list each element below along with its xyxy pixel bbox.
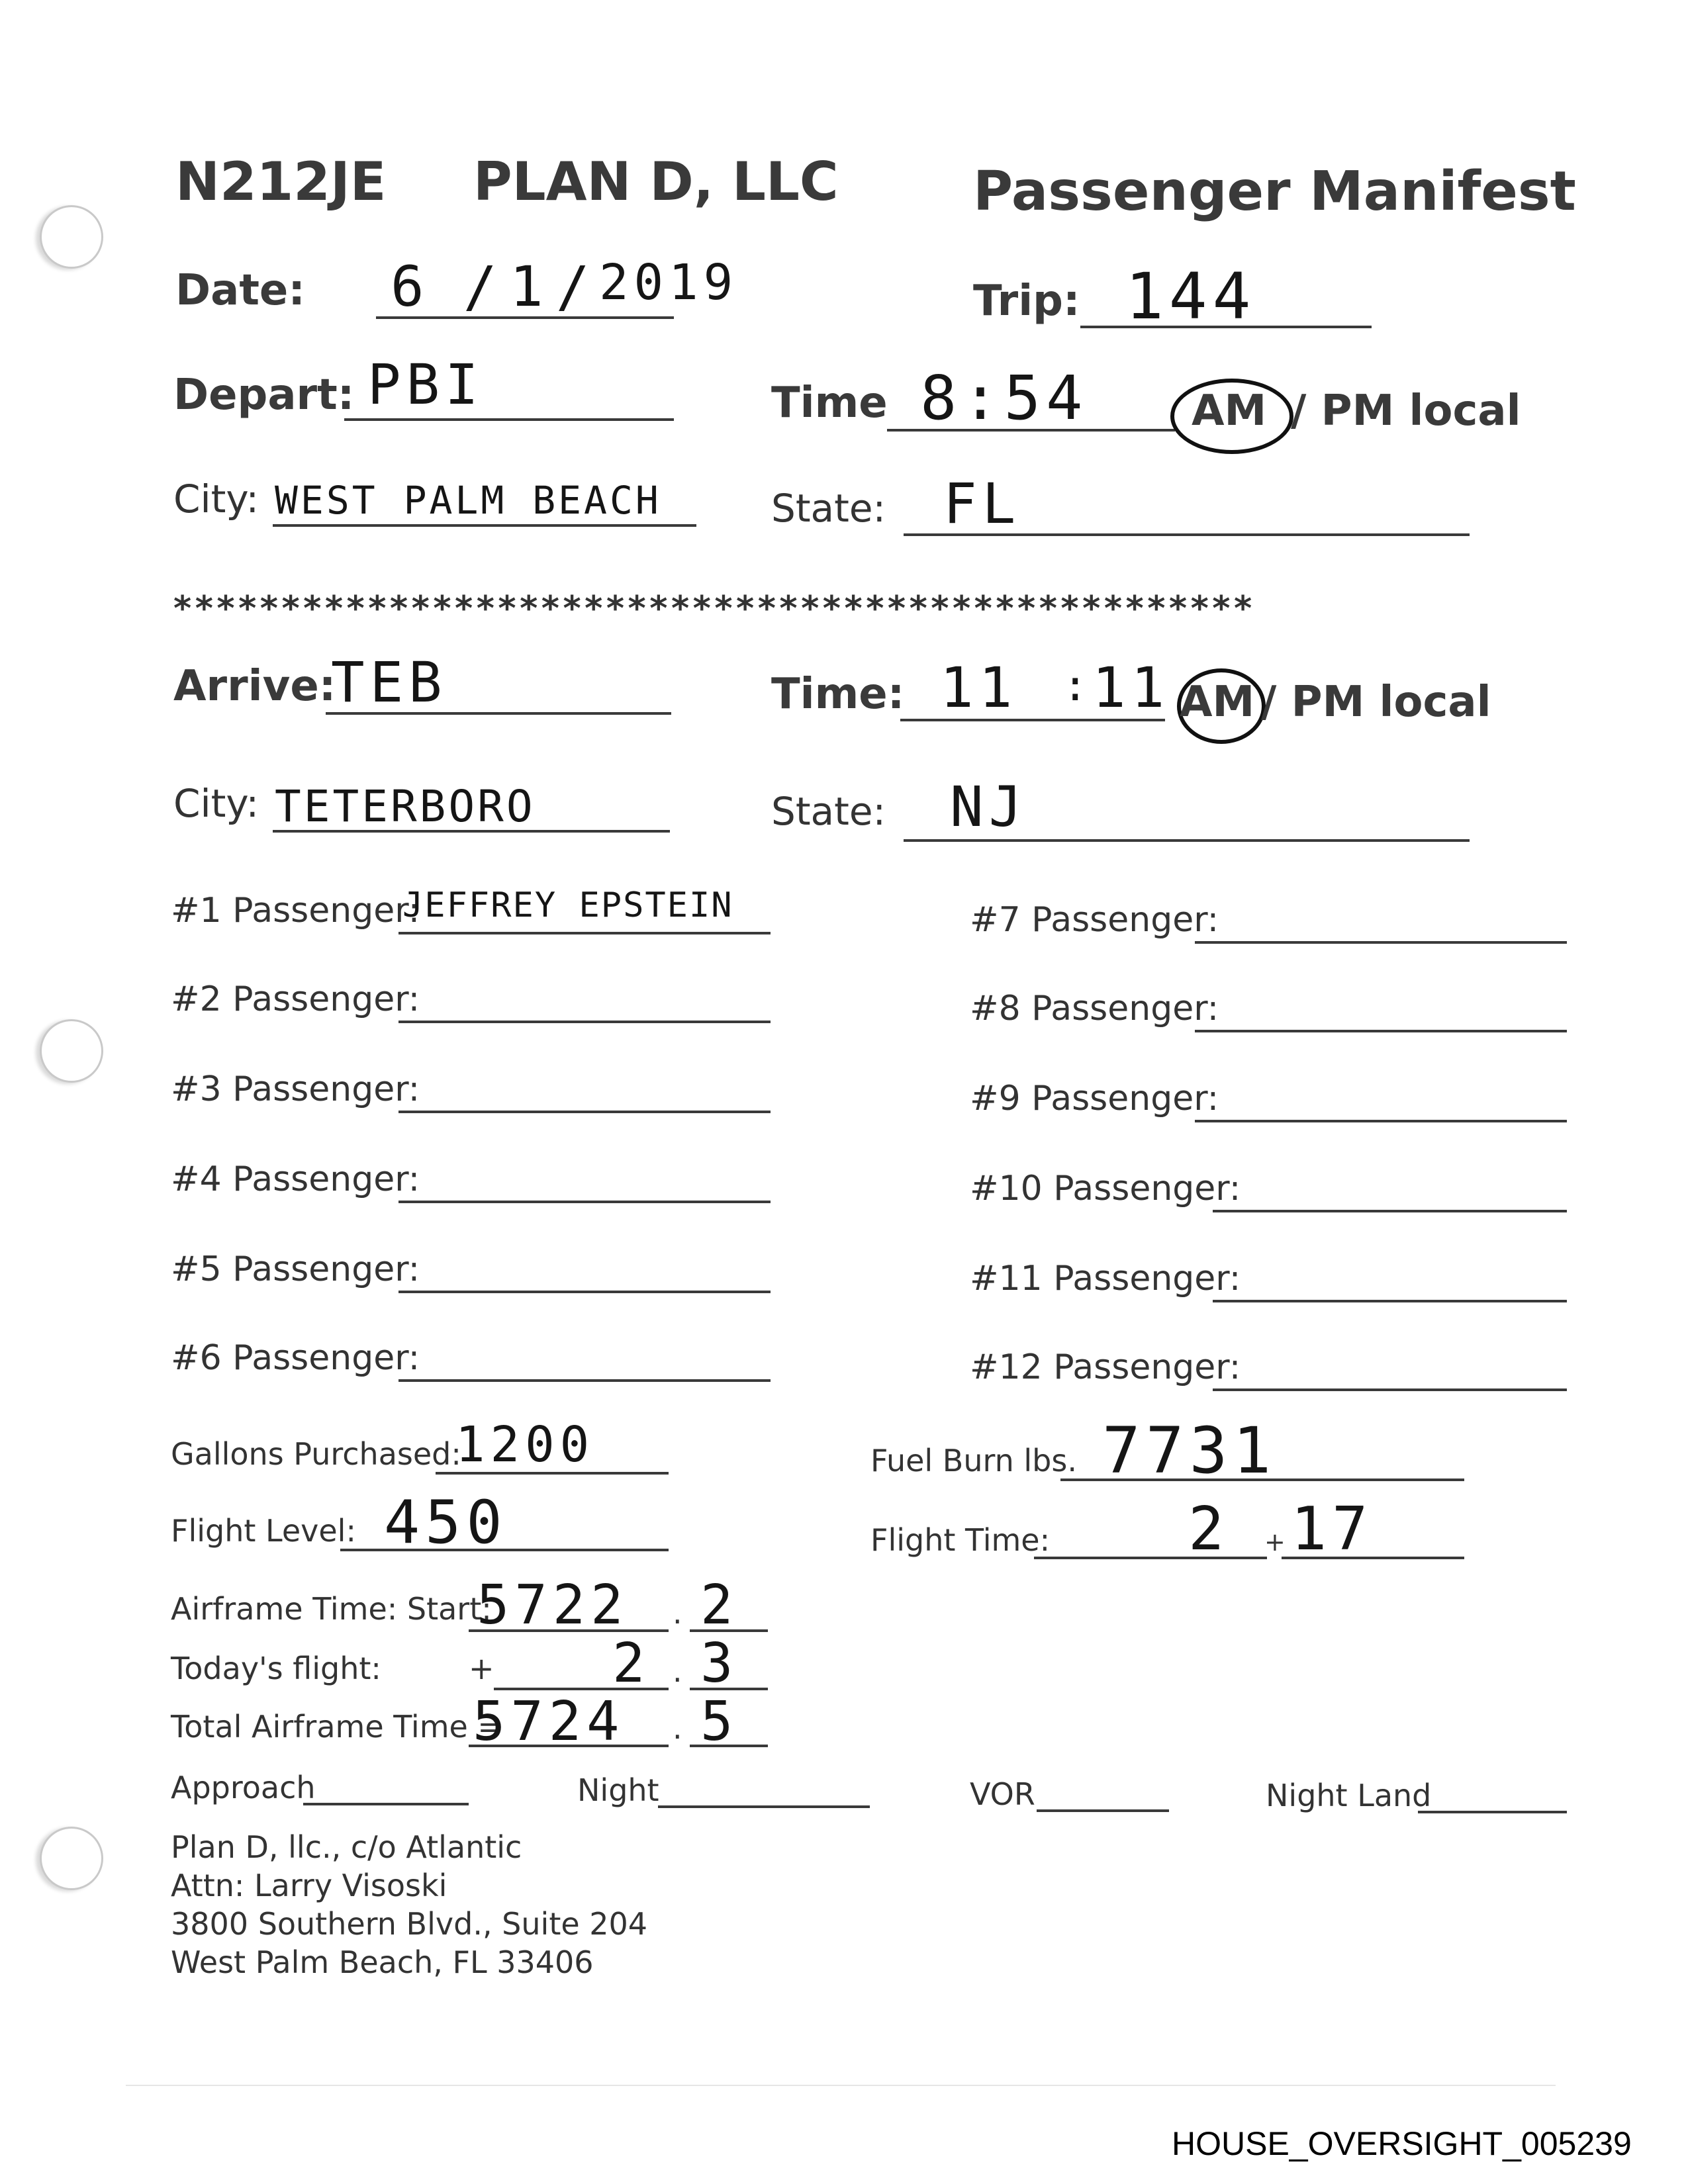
passenger-8-line (1195, 1030, 1567, 1032)
arrive-city: TETERBORO (275, 781, 536, 832)
flight-time-label: Flight Time: (870, 1522, 1051, 1558)
address-line-1: Plan D, llc., c/o Atlantic (171, 1829, 522, 1865)
depart-am: AM (1192, 387, 1267, 435)
passenger-6-label: #6 Passenger: (171, 1338, 420, 1378)
address-line-2: Attn: Larry Visoski (171, 1868, 447, 1903)
depart-state-label: State: (771, 486, 886, 531)
passenger-2-label: #2 Passenger: (171, 979, 420, 1019)
total-airframe-label: Total Airframe Time = (171, 1709, 503, 1745)
arrive-time-label: Time: (771, 670, 905, 719)
arrive-state-label: State: (771, 789, 886, 834)
scan-edge (126, 2085, 1556, 2086)
gallons-value: 1200 (455, 1416, 595, 1473)
passenger-10-label: #10 Passenger: (970, 1169, 1241, 1208)
address-line-3: 3800 Southern Blvd., Suite 204 (171, 1906, 648, 1942)
trip-label: Trip: (973, 277, 1080, 326)
arrive-am: AM (1180, 678, 1255, 727)
flight-level-label: Flight Level: (171, 1513, 356, 1549)
binder-hole-bottom (40, 1827, 103, 1890)
arrive-label: Arrive: (173, 662, 336, 711)
passenger-11-line (1213, 1300, 1567, 1302)
night-land-line (1418, 1811, 1567, 1813)
todays-flight-tenth: 3 (700, 1632, 739, 1695)
depart-pm-local: / PM local (1291, 387, 1521, 435)
airframe-start-tenth: 2 (700, 1574, 739, 1637)
date-month: 6 (391, 254, 430, 319)
date-sep-2: / (556, 254, 595, 319)
airframe-start-label: Airframe Time: Start: (171, 1591, 492, 1627)
tail-number: N212JE (175, 151, 387, 212)
flight-time-hours-line (1034, 1557, 1267, 1559)
date-sep-1: / (463, 254, 502, 319)
passenger-1-line (399, 932, 771, 934)
passenger-7-line (1195, 941, 1567, 944)
arrive-airport: TEB (331, 650, 447, 715)
depart-city-label: City: (173, 477, 259, 522)
gallons-label: Gallons Purchased: (171, 1436, 461, 1472)
date-day: 1 (510, 254, 549, 319)
depart-city-line (273, 524, 696, 527)
flight-time-minutes: 17 (1291, 1494, 1374, 1564)
passenger-2-line (399, 1021, 771, 1023)
todays-flight-whole: 2 (612, 1632, 651, 1695)
passenger-6-line (399, 1379, 771, 1382)
arrive-time-minutes: 11 (1092, 655, 1170, 720)
depart-time-label: Time (771, 379, 888, 428)
address-line-4: West Palm Beach, FL 33406 (171, 1944, 594, 1980)
arrive-state: NJ (950, 774, 1028, 839)
passenger-10-line (1213, 1210, 1567, 1212)
approach-label: Approach (171, 1770, 316, 1805)
passenger-3-label: #3 Passenger: (171, 1069, 420, 1109)
passenger-8-label: #8 Passenger: (970, 989, 1219, 1028)
arrive-city-label: City: (173, 781, 259, 826)
airframe-start-whole: 5722 (477, 1574, 629, 1637)
fuel-burn-label: Fuel Burn lbs. (870, 1443, 1077, 1479)
passenger-3-line (399, 1111, 771, 1113)
passenger-11-label: #11 Passenger: (970, 1259, 1241, 1298)
arrive-state-line (904, 839, 1470, 842)
passenger-7-label: #7 Passenger: (970, 900, 1219, 940)
vor-label: VOR (970, 1776, 1035, 1812)
arrive-time-hour: 11 (940, 655, 1018, 720)
todays-flight-label: Today's flight: (171, 1651, 381, 1686)
passenger-1-name: JEFFREY EPSTEIN (402, 886, 733, 925)
arrive-pm-local: / PM local (1261, 678, 1491, 727)
total-airframe-whole: 5724 (473, 1690, 625, 1753)
passenger-1-label: #1 Passenger: (171, 891, 420, 931)
trip-value: 144 (1125, 259, 1256, 334)
bates-number: HOUSE_OVERSIGHT_005239 (1172, 2125, 1632, 2162)
depart-city: WEST PALM BEACH (275, 478, 661, 523)
separator-stars: ************************************************** (173, 589, 1256, 629)
depart-line (344, 418, 674, 421)
date-year: 2019 (599, 254, 739, 311)
passenger-4-label: #4 Passenger: (171, 1160, 420, 1199)
passenger-9-line (1195, 1120, 1567, 1122)
total-airframe-tenth: 5 (700, 1690, 739, 1753)
passenger-5-line (399, 1291, 771, 1293)
fuel-burn-value: 7731 (1102, 1414, 1277, 1488)
vor-line (1037, 1809, 1169, 1812)
depart-time-value: 8:54 (920, 363, 1088, 433)
night-label: Night (577, 1772, 659, 1808)
date-label: Date: (175, 266, 305, 315)
airframe-start-dot: . (673, 1595, 682, 1631)
binder-hole-top (40, 205, 103, 269)
night-land-label: Night Land (1266, 1778, 1432, 1813)
flight-time-hours: 2 (1188, 1494, 1230, 1564)
company-name: PLAN D, LLC (473, 151, 839, 212)
night-line (658, 1805, 870, 1808)
arrive-time-colon: : (1062, 662, 1094, 711)
flight-level-value: 450 (384, 1488, 508, 1557)
passenger-4-line (399, 1201, 771, 1203)
todays-flight-plus: + (469, 1651, 494, 1686)
depart-airport: PBI (367, 352, 484, 417)
flight-time-plus: + (1264, 1527, 1286, 1557)
passenger-12-label: #12 Passenger: (970, 1347, 1241, 1387)
passenger-12-line (1213, 1388, 1567, 1391)
form-title: Passenger Manifest (973, 160, 1576, 223)
total-airframe-dot: . (673, 1710, 682, 1746)
passenger-5-label: #5 Passenger: (171, 1250, 420, 1289)
approach-line (303, 1803, 469, 1805)
depart-label: Depart: (173, 371, 355, 420)
todays-flight-dot: . (673, 1653, 682, 1689)
passenger-9-label: #9 Passenger: (970, 1079, 1219, 1118)
depart-state: FL (943, 471, 1021, 536)
binder-hole-middle (40, 1019, 103, 1083)
